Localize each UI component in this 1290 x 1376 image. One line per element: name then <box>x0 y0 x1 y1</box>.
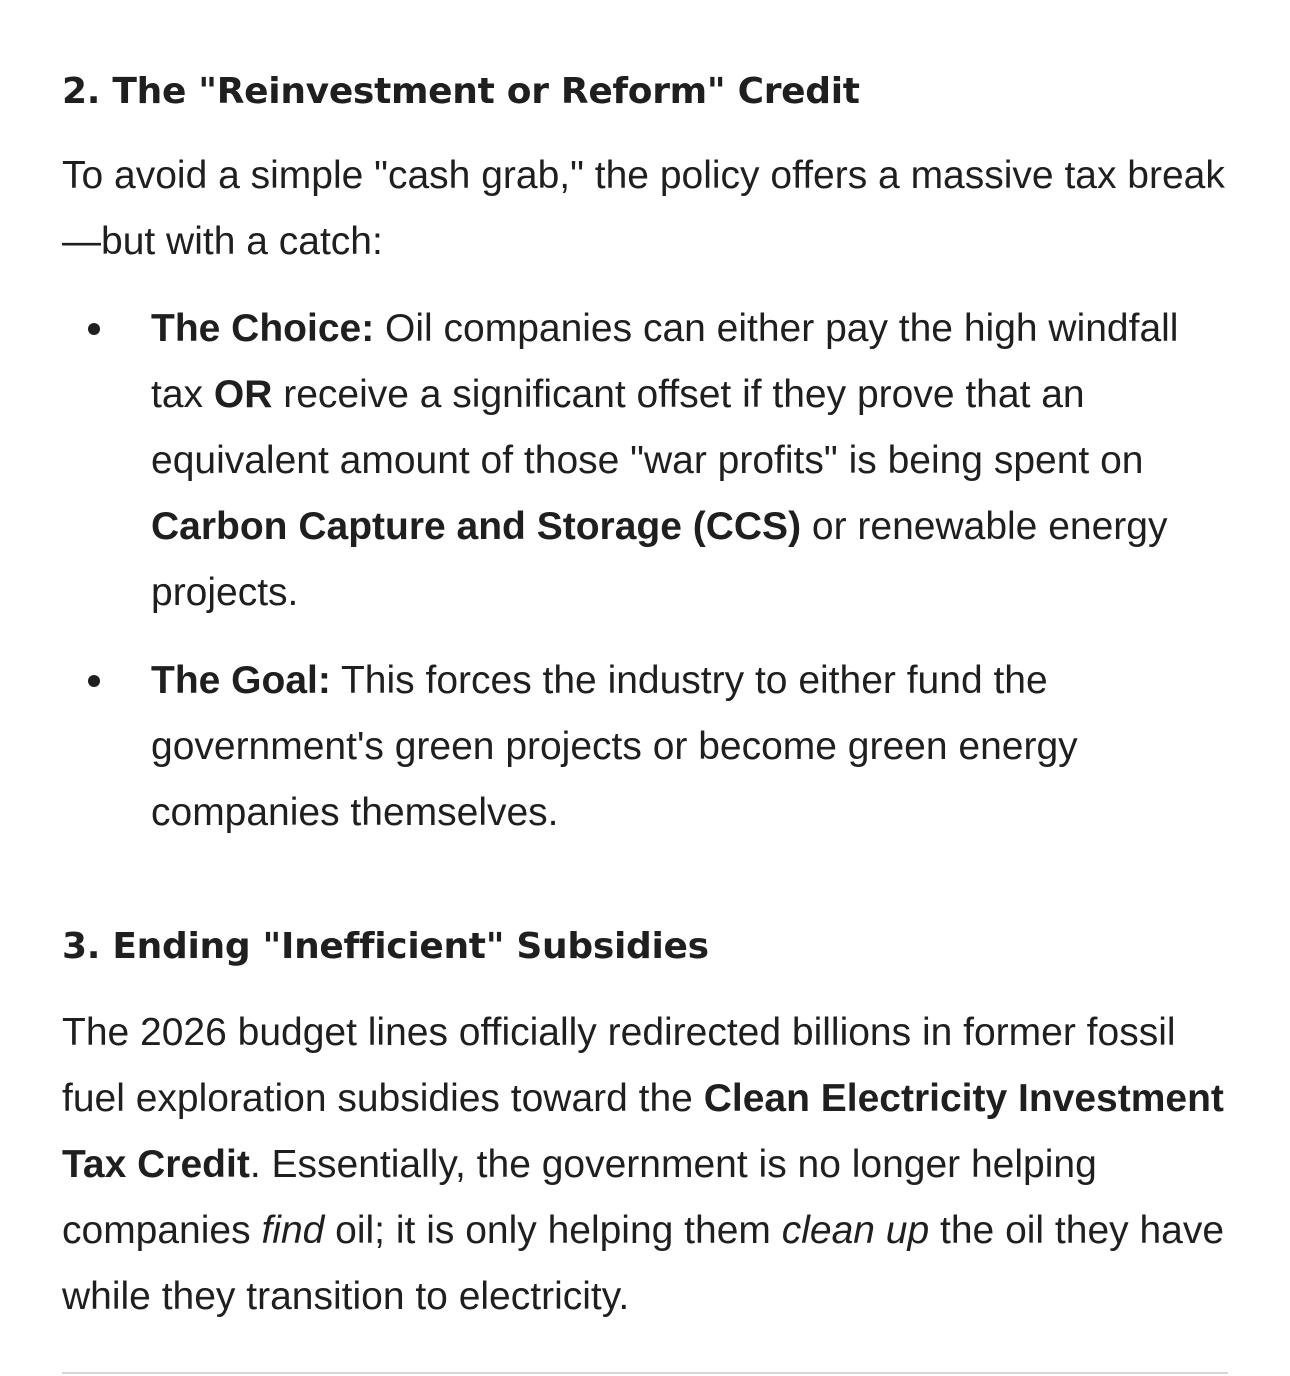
paragraph-italic: clean up <box>781 1209 930 1252</box>
bullet-emphasis: Carbon Capture and Storage (CCS) <box>151 505 802 548</box>
bullet-label: The Goal: <box>151 659 331 702</box>
paragraph-text: oil; it is only helping them <box>324 1209 782 1252</box>
paragraph-italic: find <box>261 1209 325 1252</box>
intro-text: To avoid a simple "cash grab," the policy offers a massive tax break—but with a catch: <box>62 154 1225 263</box>
bullet-label: The Choice: <box>151 307 375 350</box>
bullet-text: This forces the industry to either fund the government's green projects or become green energy companies themselves. <box>151 659 1078 834</box>
section-heading-reinvestment-credit: 2. The "Reinvestment or Reform" Credit <box>62 71 860 112</box>
section-divider <box>62 1372 1228 1374</box>
bullet-list <box>62 296 1228 846</box>
bullet-text: or renewable energy projects. <box>151 505 1168 614</box>
subsidies-paragraph <box>62 1000 1228 1330</box>
paragraph-emphasis: Clean Electricity Investment Tax Credit <box>62 1077 1224 1186</box>
paragraph-text: the oil they have while they transition to electricity. <box>62 1209 1225 1318</box>
bullet-dot-icon <box>88 675 100 687</box>
bullet-text: receive a significant offset if they prove that an equivalent amount of those "war profits" is being spent on <box>151 373 1144 482</box>
bullet-text: Oil companies can either pay the high windfall tax <box>151 307 1179 416</box>
bullet-dot-icon <box>88 323 100 335</box>
bullet-emphasis: OR <box>213 373 273 416</box>
list-item-the-choice <box>62 296 1228 626</box>
paragraph-text: The 2026 budget lines officially redirected billions in former fossil fuel exploration subsidies toward the <box>62 1011 1176 1120</box>
paragraph-text: . Essentially, the government is no longer helping companies <box>62 1143 1097 1252</box>
list-item-the-goal <box>62 648 1228 846</box>
section-heading-ending-subsidies: 3. Ending "Inefficient" Subsidies <box>62 926 709 967</box>
section-intro-paragraph <box>62 143 1228 275</box>
